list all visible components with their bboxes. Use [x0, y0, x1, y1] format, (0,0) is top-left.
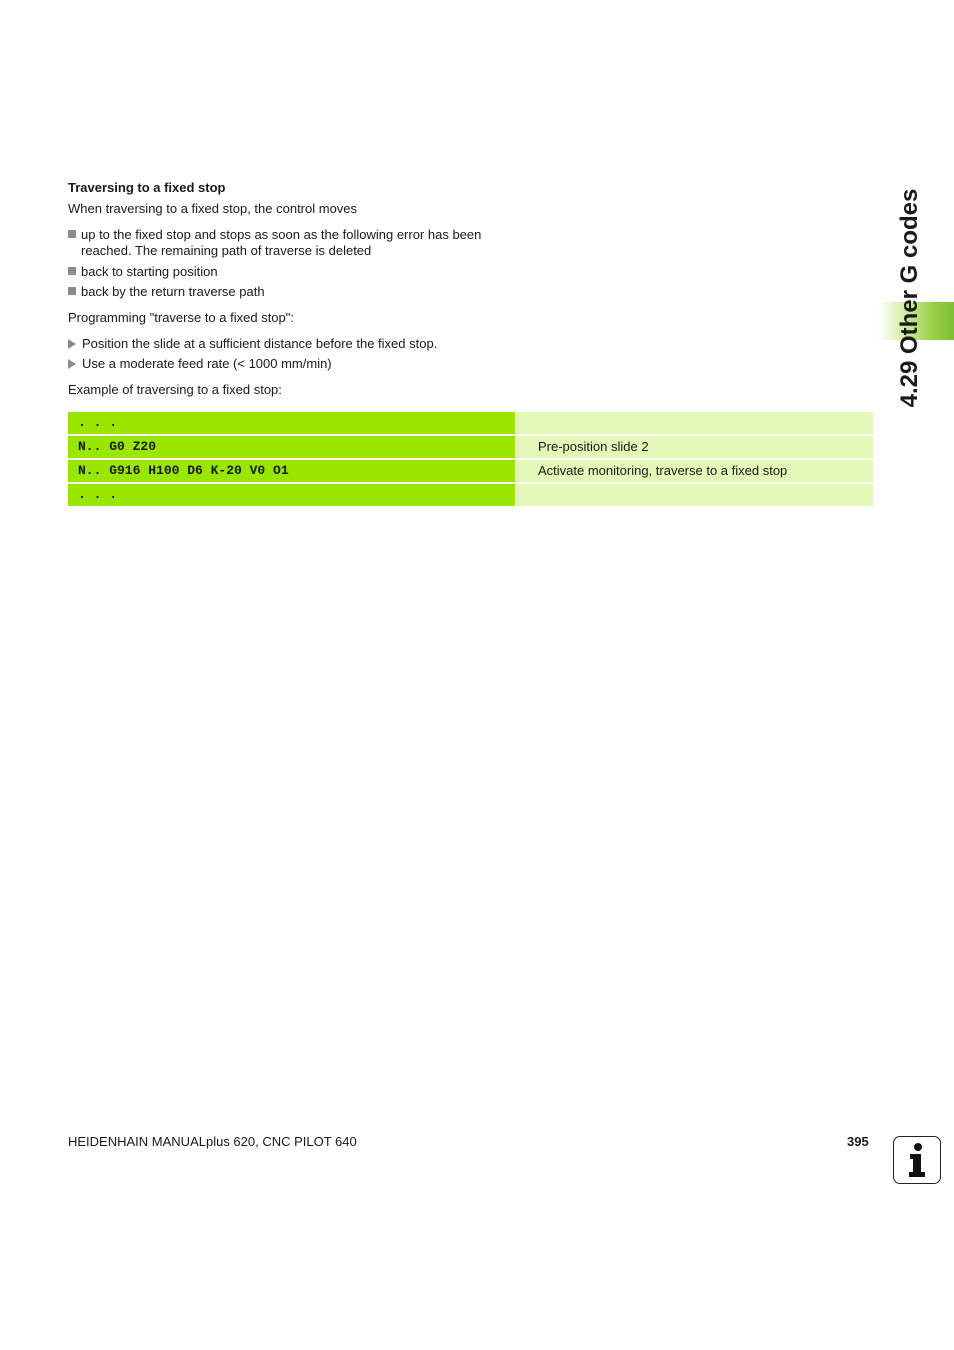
step-text: Position the slide at a sufficient distance before the fixed stop. [82, 336, 438, 351]
nc-code-cell: N.. G0 Z20 [68, 436, 515, 458]
list-item [68, 264, 501, 280]
comment-cell: Activate monitoring, traverse to a fixed stop [515, 460, 873, 482]
intro-text: When traversing to a fixed stop, the control moves [68, 201, 358, 216]
table-row [68, 484, 873, 506]
square-bullet-icon [68, 287, 76, 295]
triangle-bullet-icon [68, 339, 76, 349]
list-item-text: back by the return traverse path [81, 284, 265, 299]
table-row [68, 412, 873, 434]
square-bullet-icon [68, 267, 76, 275]
list-item-text: back to starting position [81, 264, 218, 279]
step-text: Use a moderate feed rate (< 1000 mm/min) [82, 356, 332, 371]
chapter-tab-title: 4.29 Other G codes [896, 188, 923, 408]
step-item [68, 356, 542, 372]
list-item [68, 284, 501, 300]
nc-code-cell: . . . [68, 412, 515, 434]
list-item-text: up to the fixed stop and stops as soon as the following error has been reached. The remaining path of traverse is deleted [81, 227, 482, 258]
page-number: 395 [847, 1134, 869, 1149]
section-heading: Traversing to a fixed stop [68, 180, 226, 195]
example-label: Example of traversing to a fixed stop: [68, 382, 282, 397]
nc-code-example-table [68, 412, 873, 508]
square-bullet-icon [68, 230, 76, 238]
comment-cell: Pre-position slide 2 [515, 436, 873, 458]
nc-code-cell: N.. G916 H100 D6 K-20 V0 O1 [68, 460, 515, 482]
info-icon [893, 1136, 941, 1184]
triangle-bullet-icon [68, 359, 76, 369]
footer-manual-title: HEIDENHAIN MANUALplus 620, CNC PILOT 640 [68, 1134, 357, 1149]
list-item [68, 227, 501, 259]
step-item [68, 336, 542, 352]
programming-label: Programming "traverse to a fixed stop": [68, 310, 294, 325]
table-row [68, 436, 873, 458]
comment-cell [515, 484, 873, 506]
comment-cell [515, 412, 873, 434]
table-row [68, 460, 873, 482]
nc-code-cell: . . . [68, 484, 515, 506]
